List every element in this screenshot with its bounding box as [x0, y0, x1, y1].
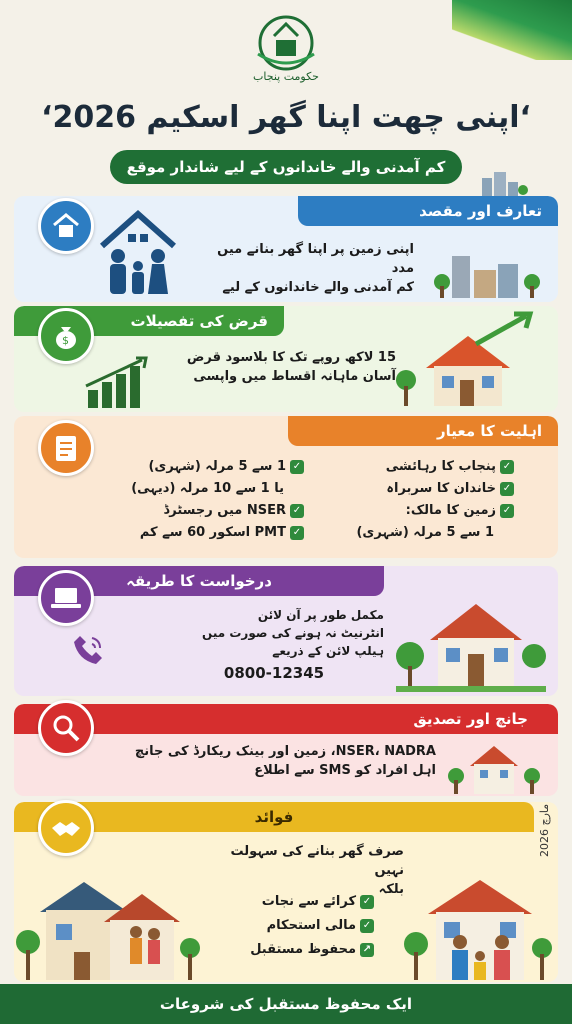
intro-section — [14, 196, 558, 302]
verify-text — [86, 742, 436, 780]
growth-check-icon: ↗ — [360, 943, 374, 957]
eligibility-item-detail: 1 سے 5 مرلہ (شہری) — [356, 525, 494, 540]
date-label: مارچ 2026 — [538, 803, 551, 857]
eligibility-right-list — [314, 456, 514, 544]
small-house-icon — [446, 742, 542, 796]
loan-section — [14, 306, 558, 412]
footer-banner: ایک محفوظ مستقبل کی شروعات — [0, 984, 572, 1024]
house-arrow-icon — [396, 310, 546, 408]
eligibility-item-detail: یا 1 سے 10 مرلہ (دیہی) — [131, 481, 284, 496]
family-house-left-illustration — [14, 872, 204, 982]
growth-chart-icon — [82, 356, 162, 408]
apply-text — [164, 606, 384, 682]
check-icon: ✓ — [290, 504, 304, 518]
benefits-section — [14, 802, 558, 982]
apply-line2: انٹرنیٹ نہ ہونے کی صورت میں — [202, 626, 384, 640]
benefit-item: ↗محفوظ مستقبل — [214, 938, 374, 962]
verify-line2: اہل افراد کو SMS سے اطلاع — [254, 763, 436, 778]
eligibility-left-list — [104, 456, 304, 544]
verify-section — [14, 704, 558, 796]
benefit-item: ✓مالی استحکام — [214, 914, 374, 938]
family-house-right-illustration — [404, 872, 554, 982]
family-house-icon — [98, 208, 178, 298]
page-title: ‘اپنی چھت اپنا گھر اسکیم 2026‘ — [41, 100, 531, 135]
loan-text — [164, 348, 396, 386]
verify-line1: NSER، NADRA، زمین اور بینک ریکارڈ کی جانچ — [134, 744, 436, 759]
check-icon: ✓ — [500, 482, 514, 496]
loan-line1: 15 لاکھ روپے تک کا بلاسود قرض — [186, 350, 396, 365]
apply-line3: ہیلپ لائن کے ذریعے — [272, 644, 384, 658]
handshake-icon — [38, 800, 94, 856]
check-icon: ✓ — [360, 895, 374, 909]
checklist-icon — [38, 420, 94, 476]
eligibility-section — [14, 416, 558, 558]
intro-text — [194, 240, 414, 297]
eligibility-item: ✓NSER میں رجسٹرڈ — [104, 500, 304, 522]
eligibility-item: ✓پنجاب کا رہائشی — [314, 456, 514, 478]
helpline-number: 0800-12345 — [223, 664, 325, 682]
intro-line1: اپنی زمین پر اپنا گھر بنانے میں مدد — [217, 242, 414, 276]
check-icon: ✓ — [360, 919, 374, 933]
subtitle-pill: کم آمدنی والے خاندانوں کے لیے شاندار موقع — [110, 150, 462, 184]
phone-icon — [72, 632, 106, 666]
intro-line2: کم آمدنی والے خاندانوں کے لیے — [222, 280, 414, 295]
city-buildings-icon — [434, 246, 544, 298]
eligibility-item: ✓PMT اسکور 60 سے کم — [104, 522, 304, 544]
eligibility-item: ✓زمین کا مالک: — [314, 500, 514, 522]
benefits-line1: صرف گھر بنانے کی سہولت نہیں — [230, 844, 404, 878]
apply-heading: درخواست کا طریقہ — [14, 566, 384, 596]
benefit-item: ✓کرائے سے نجات — [214, 890, 374, 914]
check-icon: ✓ — [290, 526, 304, 540]
intro-heading: تعارف اور مقصد — [298, 196, 558, 226]
laptop-icon — [38, 570, 94, 626]
check-icon: ✓ — [290, 460, 304, 474]
magnifier-icon — [38, 700, 94, 756]
eligibility-item: ✓1 سے 5 مرلہ (شہری) — [104, 456, 304, 478]
eligibility-heading: اہلیت کا معیار — [288, 416, 558, 446]
loan-heading: قرض کی تفصیلات — [14, 306, 284, 336]
apply-section — [14, 566, 558, 696]
house-family-icon — [38, 198, 94, 254]
apply-line1: مکمل طور پر آن لائن — [257, 608, 384, 622]
punjab-emblem-icon — [250, 14, 322, 72]
verify-heading: جانچ اور تصدیق — [14, 704, 558, 734]
svg-text:$: $ — [62, 334, 69, 347]
benefits-list — [214, 890, 374, 962]
money-bag-icon — [38, 308, 94, 364]
corner-decoration — [452, 0, 572, 60]
check-icon: ✓ — [500, 504, 514, 518]
benefits-line2: بلکہ — [378, 882, 404, 897]
house-trees-icon — [396, 590, 546, 692]
benefits-heading: فوائد — [14, 802, 534, 832]
check-icon: ✓ — [500, 460, 514, 474]
govt-label: حکومت پنجاب — [253, 70, 319, 83]
loan-line2: آسان ماہانہ اقساط میں واپسی — [193, 369, 396, 384]
eligibility-item: ✓خاندان کا سربراہ — [314, 478, 514, 500]
